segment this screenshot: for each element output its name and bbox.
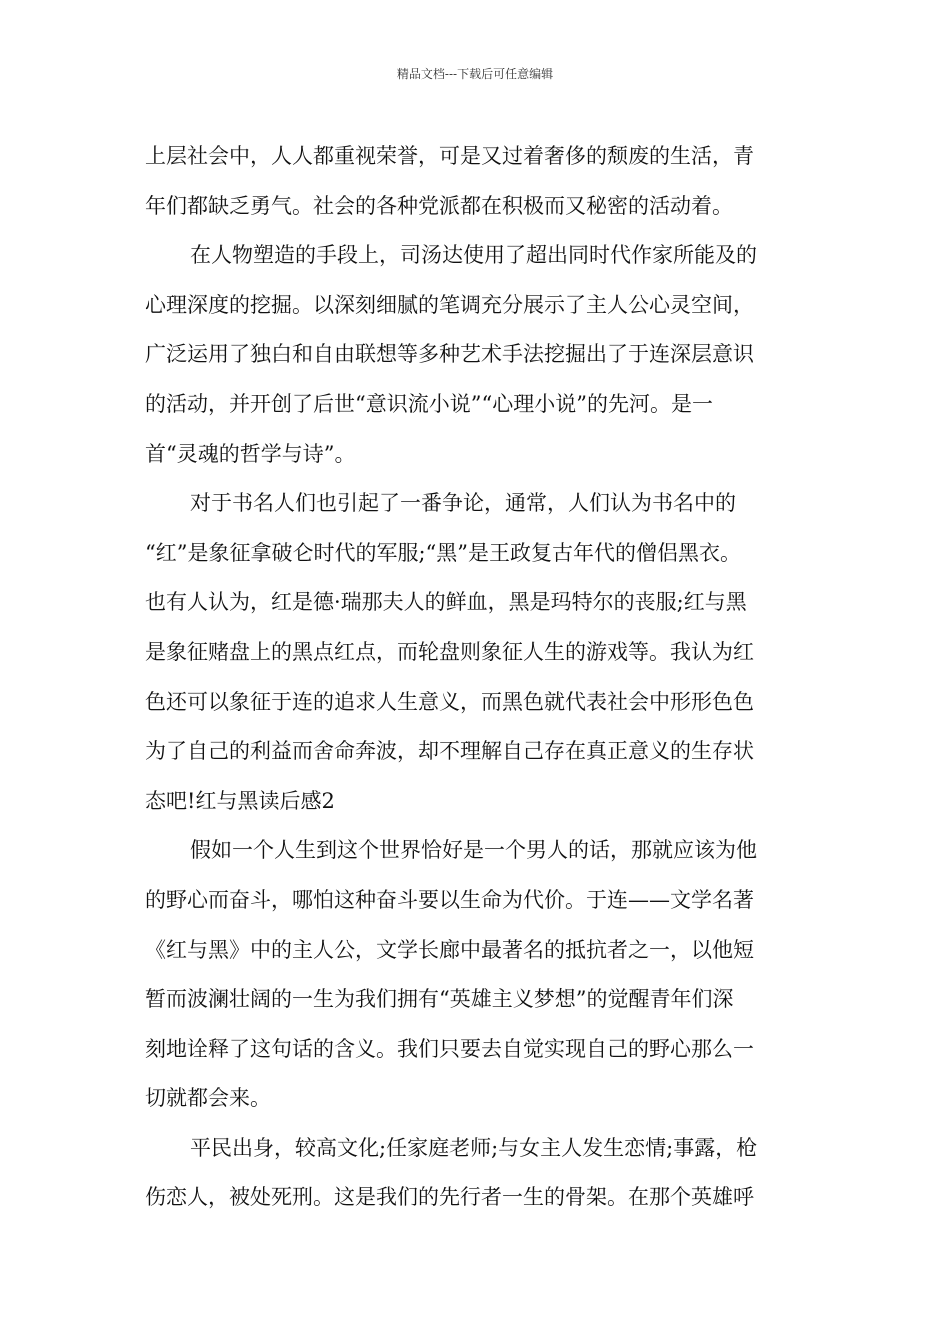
- text-line: “红”是象征拿破仑时代的军服;“黑”是王政复古年代的僧侣黑衣。: [145, 540, 742, 565]
- text-line: 切就都会来。: [145, 1086, 271, 1111]
- text-line: 也有人认为，红是德·瑞那夫人的鲜血，黑是玛特尔的丧服;红与黑: [145, 590, 747, 615]
- text-line: 伤恋人，被处死刑。这是我们的先行者一生的骨架。在那个英雄呼: [145, 1185, 754, 1210]
- document-body: [145, 132, 810, 1223]
- text-line: 年们都缺乏勇气。社会的各种党派都在积极而又秘密的活动着。: [145, 193, 733, 218]
- text-line: 为了自己的利益而舍命奔波，却不理解自己存在真正意义的生存状: [145, 739, 754, 764]
- page-header: 精品文档---下载后可任意编辑: [396, 67, 554, 81]
- text-line: 色还可以象征于连的追求人生意义，而黑色就代表社会中形形色色: [145, 689, 754, 714]
- text-line: 态吧!红与黑读后感2: [145, 788, 335, 813]
- text-line: 暂而波澜壮阔的一生为我们拥有“英雄主义梦想”的觉醒青年们深: [145, 987, 734, 1012]
- text-line: 首“灵魂的哲学与诗”。: [145, 441, 356, 466]
- text-line: 刻地诠释了这句话的含义。我们只要去自觉实现自己的野心那么一: [145, 1036, 754, 1061]
- text-line: 心理深度的挖掘。以深刻细腻的笔调充分展示了主人公心灵空间，: [145, 292, 754, 317]
- text-line: 平民出身，较高文化;任家庭老师;与女主人发生恋情;事露，枪: [190, 1135, 758, 1160]
- text-line: 的活动，并开创了后世“意识流小说”“心理小说”的先河。是一: [145, 391, 713, 416]
- text-line: 假如一个人生到这个世界恰好是一个男人的话，那就应该为他: [190, 838, 757, 863]
- text-line: 上层社会中，人人都重视荣誉，可是又过着奢侈的颓废的生活，青: [145, 144, 754, 168]
- text-line: 的野心而奋斗，哪怕这种奋斗要以生命为代价。于连——文学名著: [145, 887, 754, 912]
- text-line: 广泛运用了独白和自由联想等多种艺术手法挖掘出了于连深层意识: [145, 342, 754, 367]
- text-line: 《红与黑》中的主人公，文学长廊中最著名的抵抗者之一，以他短: [145, 937, 754, 962]
- text-line: 是象征赌盘上的黑点红点，而轮盘则象征人生的游戏等。我认为红: [145, 639, 754, 664]
- text-line: 在人物塑造的手段上，司汤达使用了超出同时代作家所能及的: [190, 243, 757, 268]
- text-line: 对于书名人们也引起了一番争论，通常，人们认为书名中的: [190, 491, 736, 516]
